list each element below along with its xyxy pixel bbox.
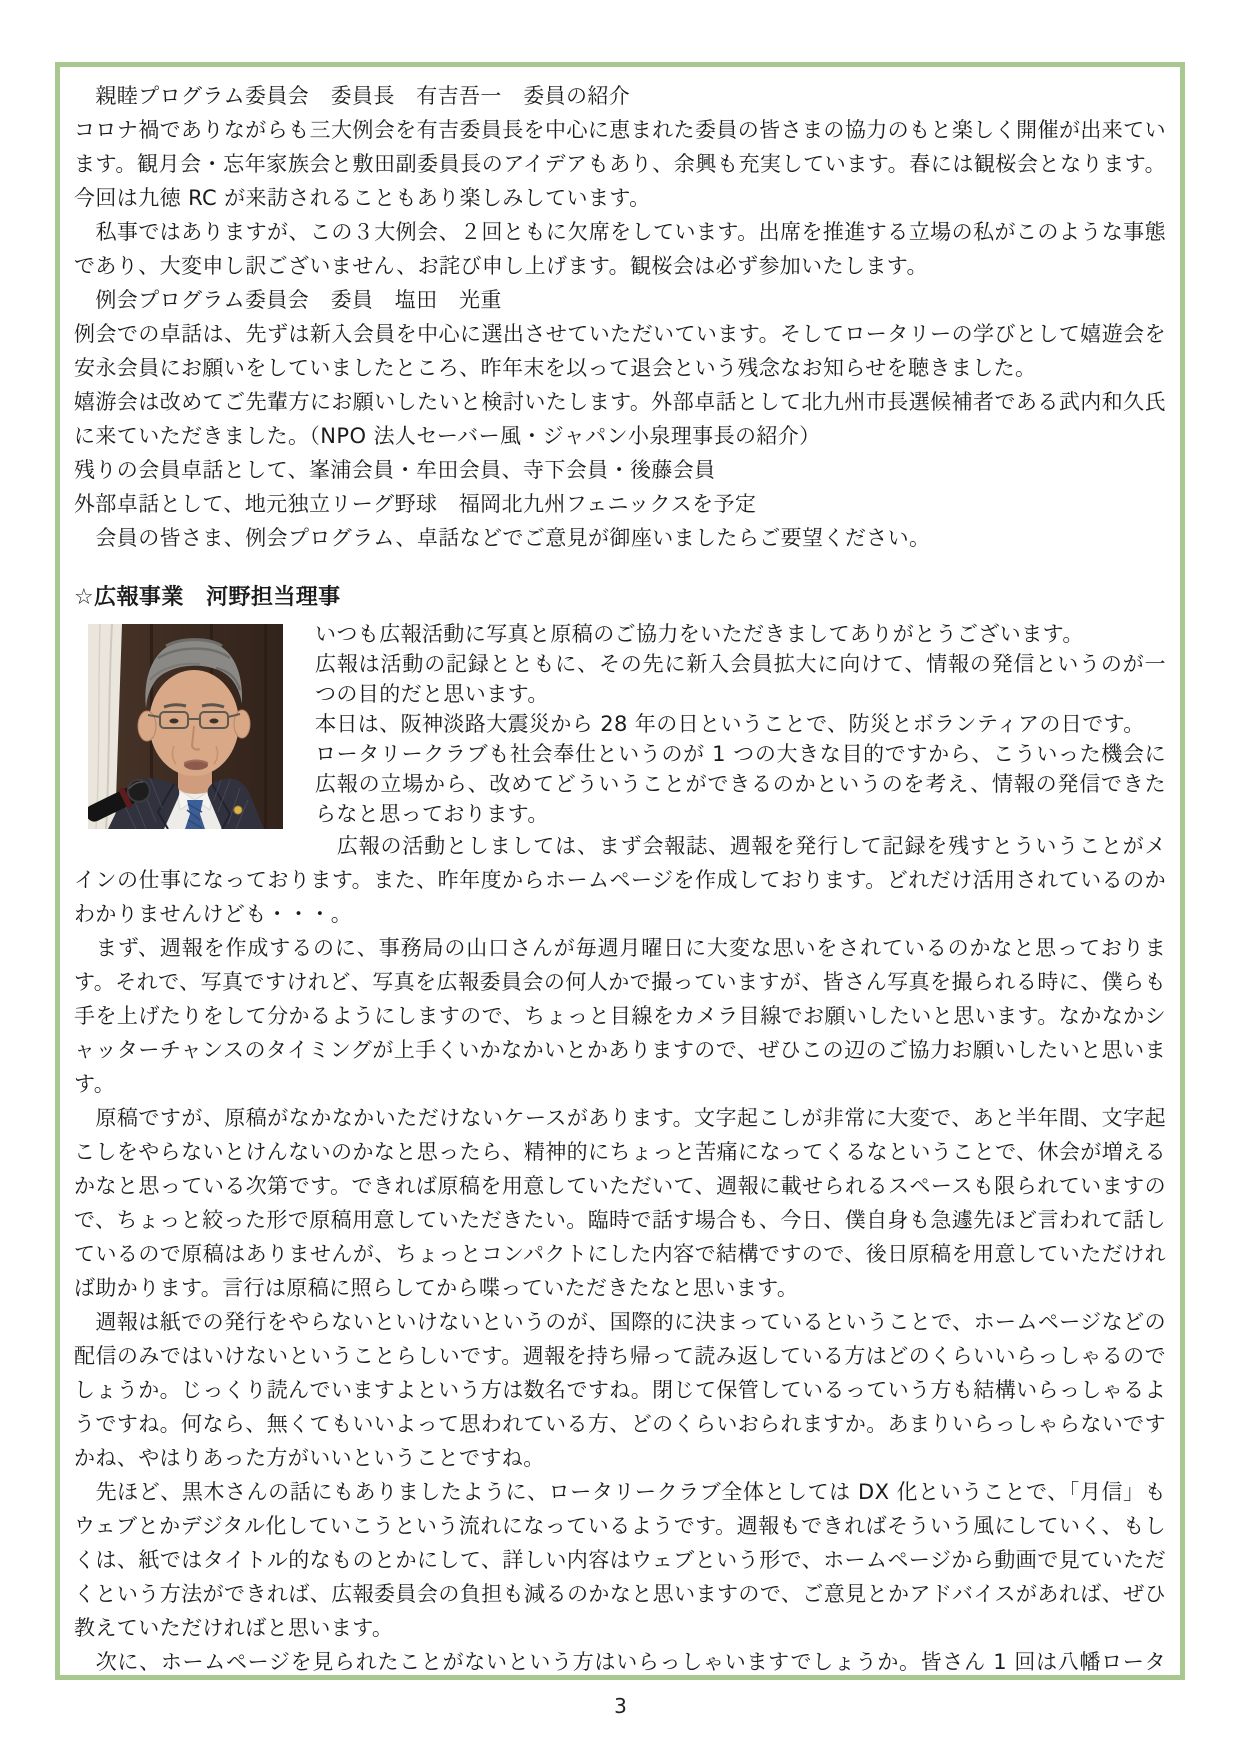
program-paragraph: 外部卓話として、地元独立リーグ野球 福岡北九州フェニックスを予定 <box>74 492 757 516</box>
pr-paragraph: いつも広報活動に写真と原稿のご協力をいただきましてありがとうございます。 <box>315 622 1084 646</box>
fellowship-committee-title: 親睦プログラム委員会 委員長 有吉吾一 委員の紹介 <box>74 84 631 108</box>
fellowship-paragraph: 私事ではありますが、この３大例会、２回ともに欠席をしています。出席を推進する立場の私がこのような事態であり、大変申し訳ございません、お詫び申し上げます。観桜会は必ず参加いたします。 <box>74 220 1166 278</box>
fellowship-paragraph: コロナ禍でありながらも三大例会を有吉委員長を中心に恵まれた委員の皆さまの協力のもと楽しく開催が出来ています。観月会・忘年家族会と敷田副委員長のアイデアもあり、余興も充実しています。春には観桜会となります。今回は九徳 RC が来訪されることもあり楽しみしています。 <box>74 118 1166 210</box>
pr-paragraph: ロータリークラブも社会奉仕というのが 1 つの大きな目的ですから、こういった機会に広報の立場から、改めてどういうことができるのかというのを考え、情報の発信できたらなと思っております。 <box>315 742 1166 826</box>
page-border-frame <box>55 62 1185 1680</box>
section-pr-business <box>74 581 1166 1680</box>
pr-paragraph: 本日は、阪神淡路大震災から 28 年の日ということで、防災とボランティアの日です。 <box>315 712 1145 736</box>
pr-paragraph: まず、週報を作成するのに、事務局の山口さんが毎週月曜日に大変な思いをされているのかなと思っております。それで、写真ですけれど、写真を広報委員会の何人かで撮っていますが、皆さん写真を撮られる時に、僕らも手を上げたりをして分かるようにしますので、ちょっと目線をカメラ目線でお願いしたいと思います。なかなかシャッターチャンスのタイミングが上手くいかなかいとかありますので、ぜひこの辺のご協力お願いしたいと思います。 <box>74 936 1166 1096</box>
pr-paragraph: 先ほど、黒木さんの話にもありましたように、ロータリークラブ全体としては DX 化ということで、「月信」もウェブとかデジタル化していこうという流れになっているようです。週報もできればそういう風にしていく、もしくは、紙ではタイトル的なものとかにして、詳しい内容はウェブという形で、ホームページから動画で見ていただくという方法ができれば、広報委員会の負担も減るのかなと思いますので、ご意見とかアドバイスがあれば、ぜひ教えていただければと思います。 <box>74 1480 1166 1640</box>
pr-section-heading: ☆広報事業 河野担当理事 <box>74 585 341 610</box>
pr-paragraph: 原稿ですが、原稿がなかなかいただけないケースがあります。文字起こしが非常に大変で、あと半年間、文字起こしをやらないとけんないのかなと思ったら、精神的にちょっと苦痛になってくるなということで、休会が増えるかなと思っている次第です。できれば原稿を用意していただいて、週報に載せられるスペースも限られていますので、ちょっと絞った形で原稿用意していただきたい。臨時で話す場合も、今日、僕自身も急遽先ほど言われて話しているので原稿はありませんが、ちょっとコンパクトにした内容で結構ですので、後日原稿を用意していただければ助かります。言行は原稿に照らしてから喋っていただきたなと思います。 <box>74 1106 1166 1300</box>
program-paragraph: 例会での卓話は、先ずは新入会員を中心に選出させていただいています。そしてロータリーの学びとして嬉遊会を安永会員にお願いをしていましたところ、昨年末を以って退会という残念なお知らせを聴きました。 <box>74 322 1166 380</box>
section-fellowship-program <box>74 79 1166 555</box>
program-paragraph: 残りの会員卓話として、峯浦会員・牟田会員、寺下会員・後藤会員 <box>74 458 716 482</box>
pr-paragraph: 広報は活動の記録とともに、その先に新入会員拡大に向けて、情報の発信というのが一つの目的だと思います。 <box>315 652 1166 706</box>
speaker-photo <box>88 624 283 829</box>
pr-paragraph: 次に、ホームページを見られたことがないという方はいらっしゃいますでしょうか。皆さん 1 回は八幡ロータ <box>95 1650 1166 1674</box>
pr-paragraph: 広報の活動としましては、まず会報誌、週報を発行して記録を残すとういうことがメインの仕事になっております。また、昨年度からホームページを作成しております。どれだけ活用されているのかわかりませんけども・・・。 <box>74 834 1166 926</box>
page-number: 3 <box>614 1694 627 1718</box>
program-paragraph: 嬉游会は改めてご先輩方にお願いしたいと検討いたします。外部卓話として北九州市長選候補者である武内和久氏に来ていただきました。（NPO 法人セーバー風・ジャパン小泉理事長の紹介） <box>74 390 1166 448</box>
program-paragraph: 会員の皆さま、例会プログラム、卓話などでご意見が御座いましたらご要望ください。 <box>74 526 931 550</box>
program-committee-title: 例会プログラム委員会 委員 塩田 光重 <box>74 288 502 312</box>
speaker-portrait-illustration <box>88 624 283 829</box>
pr-paragraph: 週報は紙での発行をやらないといけないというのが、国際的に決まっているということで、ホームページなどの配信のみではいけないということらしいです。週報を持ち帰って読み返している方はどのくらいいらっしゃるのでしょうか。じっくり読んでいますよという方は数名ですね。閉じて保管しているっていう方も結構いらっしゃるようですね。何なら、無くてもいいよって思われている方、どのくらいおられますか。あまりいらっしゃらないですかね、やはりあった方がいいということですね。 <box>74 1310 1166 1470</box>
